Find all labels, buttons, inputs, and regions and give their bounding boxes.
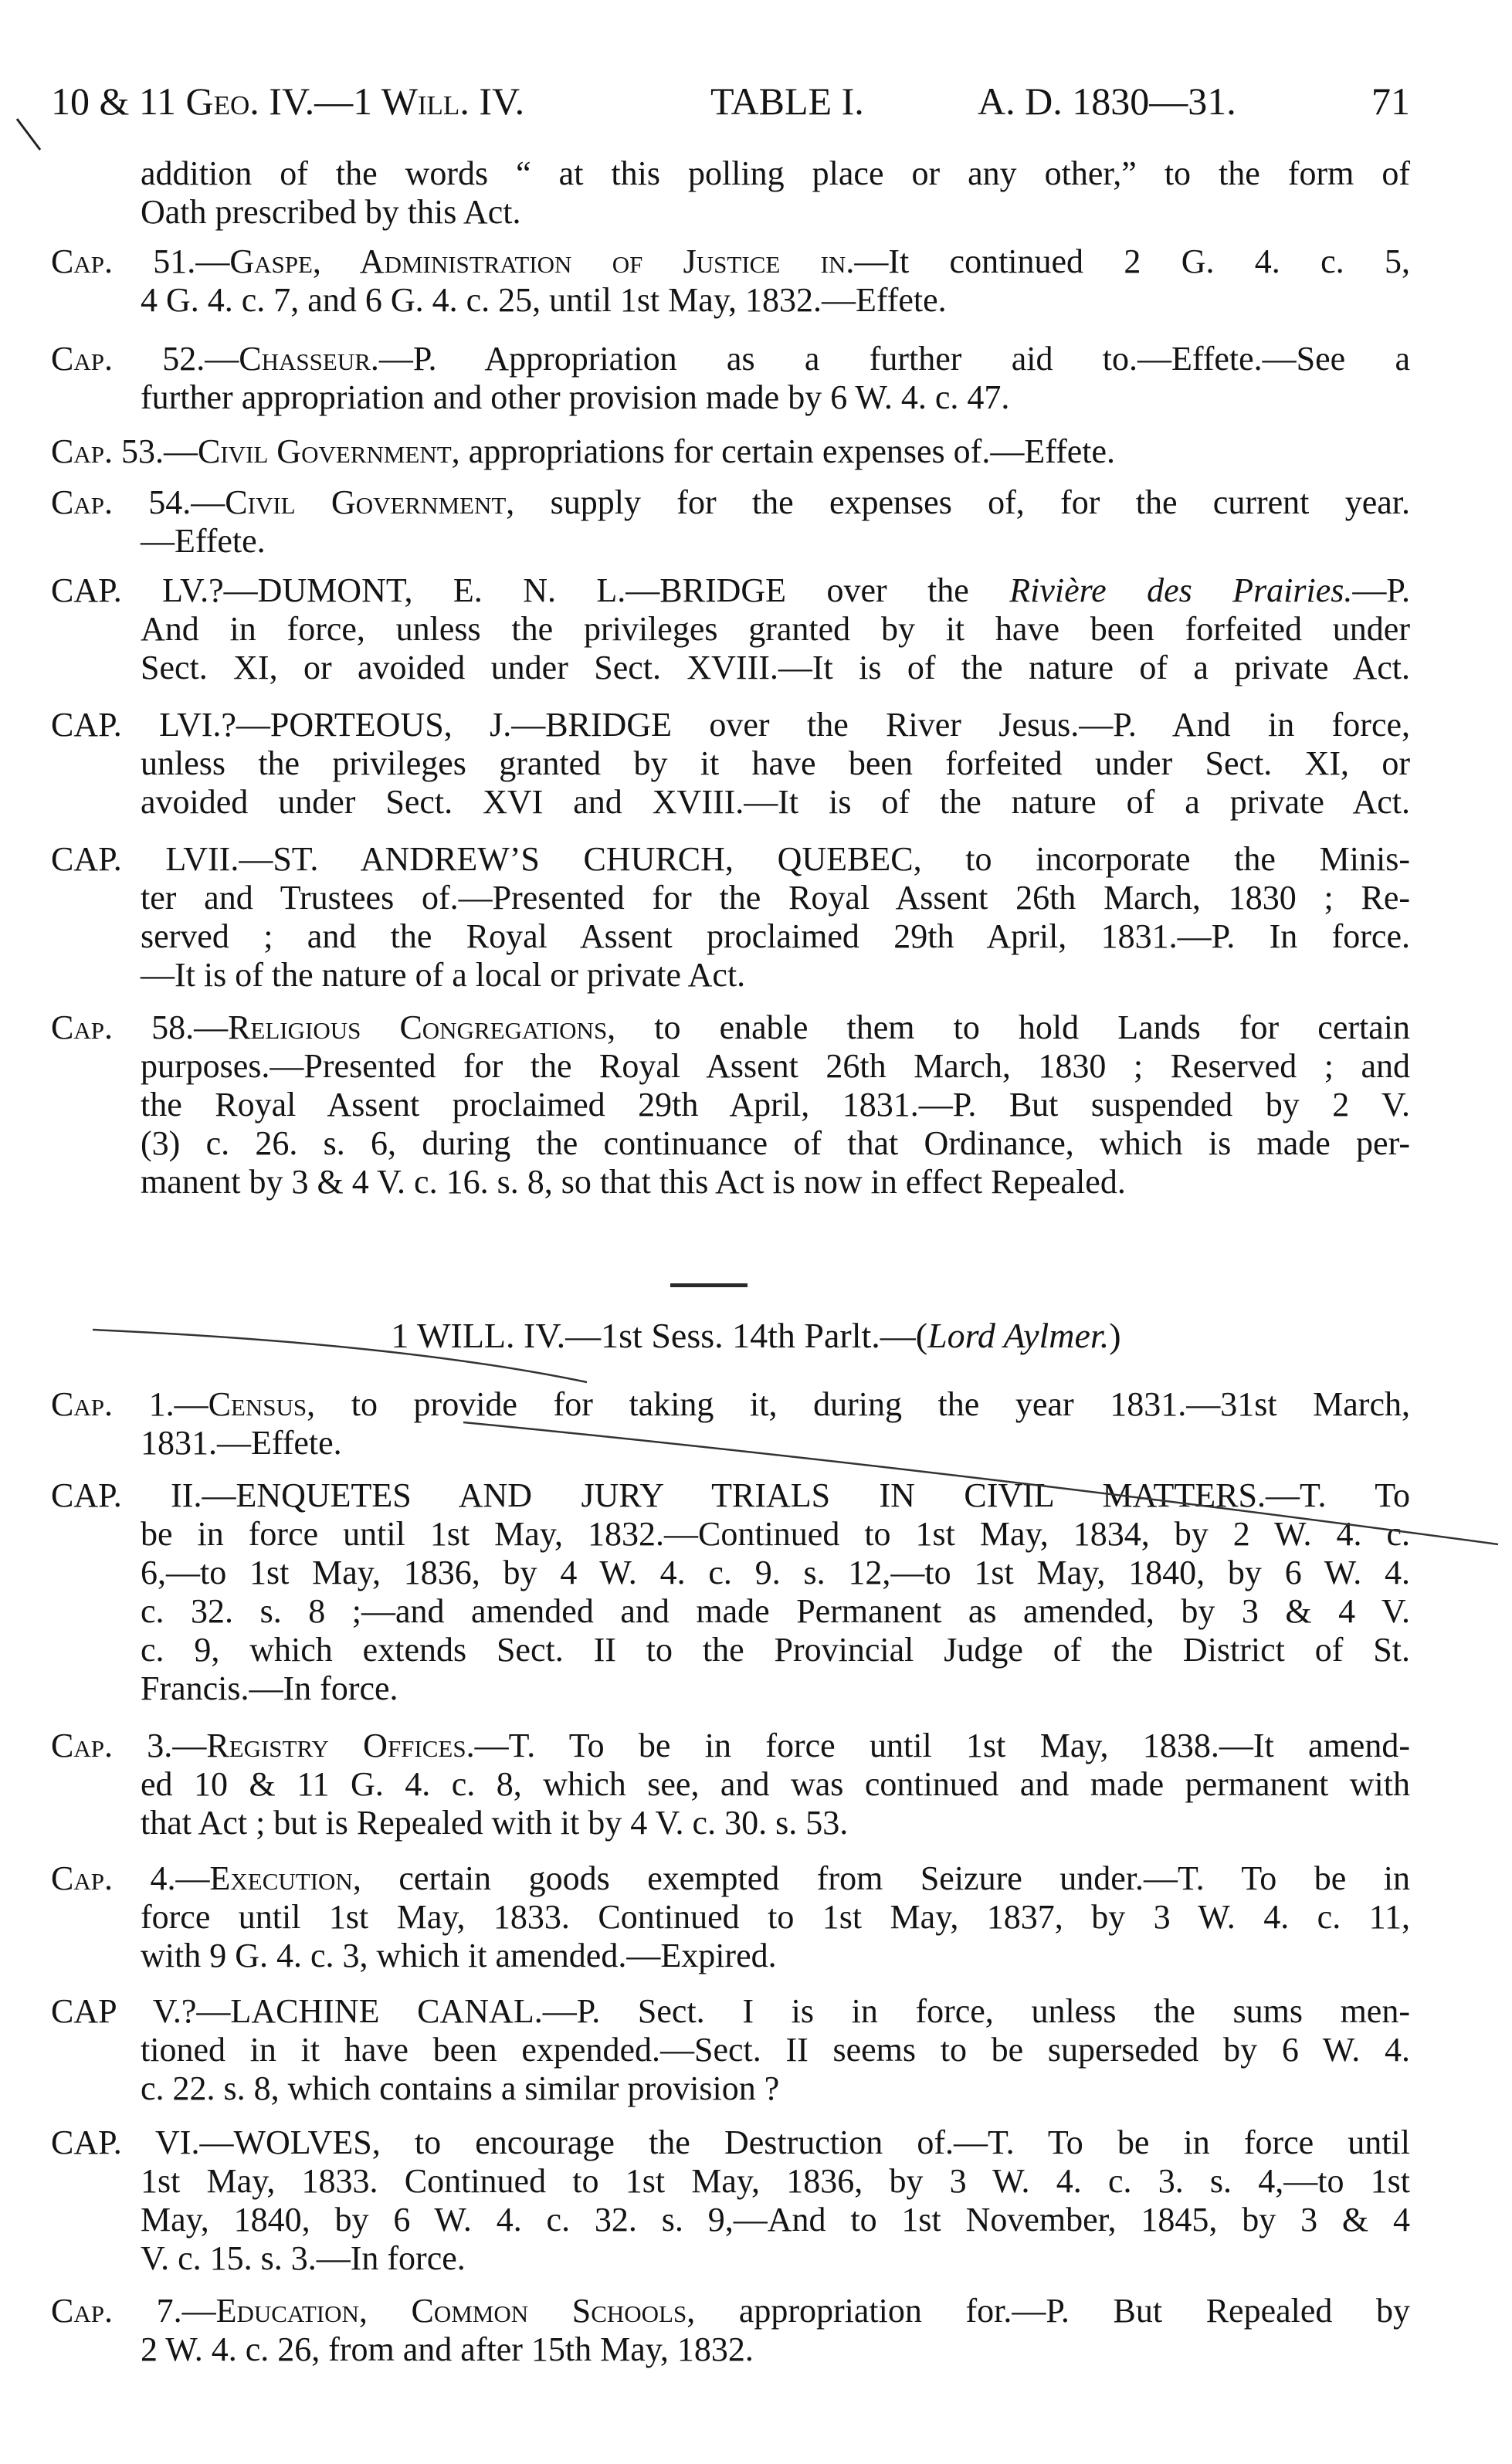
text-line: 1831.—Effete. <box>141 1424 342 1462</box>
text-line: addition of the words “ at this polling place or any other,” to the form of <box>141 154 1410 192</box>
text-line: (3) c. 26. s. 6, during the continuance of that Ordinance, which is made per- <box>141 1124 1410 1162</box>
text-line: the Royal Assent proclaimed 29th April, 1831.—P. But suspended by 2 V. <box>141 1086 1410 1124</box>
entry-label: CAP. LVII. <box>51 840 239 878</box>
entry-text: —P. <box>1352 571 1410 609</box>
text-line: with 9 G. 4. c. 3, which it amended.—Expired. <box>141 1937 777 1974</box>
entry-title: —Religious Congregations, <box>194 1008 616 1046</box>
text-line: tioned in it have been expended.—Sect. II seems to be superseded by 6 W. 4. <box>141 2031 1410 2069</box>
text-line: V. c. 15. s. 3.—In force. <box>141 2239 466 2277</box>
text-line: 1st May, 1833. Continued to 1st May, 1836, by 3 W. 4. c. 3. s. 4,—to 1st <box>141 2162 1410 2200</box>
text-line: further appropriation and other provision made by 6 W. 4. c. 47. <box>141 378 1010 416</box>
entry-label: Cap. 53. <box>51 432 164 470</box>
text-line: unless the privileges granted by it have been forfeited under Sect. XI, or <box>141 744 1410 782</box>
text-line: ter and Trustees of.—Presented for the Royal Assent 26th March, 1830 ; Re- <box>141 879 1410 917</box>
text-line: purposes.—Presented for the Royal Assent 26th March, 1830 ; Reserved ; and <box>141 1047 1410 1085</box>
entry-text: —T. To be in force until 1st May, 1838.—It amend- <box>474 1727 1410 1764</box>
text-line: manent by 3 & 4 V. c. 16. s. 8, so that this Act is now in effect Repealed. <box>141 1163 1126 1201</box>
entry-text: —P. Appropriation as a further aid to.—Effete.—See a <box>378 340 1410 378</box>
entry-text: ?—LACHINE CANAL.—P. Sect. I is in force, unless the sums men- <box>181 1992 1410 2030</box>
entry-text: —WOLVES, to encourage the Destruction of.—T. To be in force until <box>199 2123 1410 2161</box>
text-line: ed 10 & 11 G. 4. c. 8, which see, and was continued and made permanent with <box>141 1765 1410 1803</box>
entry-text: certain goods exempted from Seizure under.—T. To be in <box>361 1859 1410 1897</box>
text-line: —It is of the nature of a local or private Act. <box>141 956 746 994</box>
text-line: 2 W. 4. c. 26, from and after 15th May, 1832. <box>141 2330 754 2368</box>
entry-text: —ENQUETES AND JURY TRIALS IN CIVIL MATTERS.—T. To <box>202 1476 1410 1514</box>
entry-title: —Chasseur. <box>205 340 379 378</box>
entry-label: CAP. LV. <box>51 571 209 609</box>
text-line: —Effete. <box>141 522 266 560</box>
entry-text: ?—PORTEOUS, J.—BRIDGE over the River Jesus.—P. And in force, <box>221 706 1410 744</box>
header-table-label: TABLE I. <box>710 80 864 123</box>
entry-label: CAP. LVI. <box>51 706 222 744</box>
text-line: be in force until 1st May, 1832.—Continued to 1st May, 1834, by 2 W. 4. c. <box>141 1515 1410 1553</box>
entry-text: —ST. ANDREW’S CHURCH, QUEBEC, to incorporate the Minis- <box>239 840 1410 878</box>
entry-label: Cap. 52. <box>51 340 205 378</box>
entry-label: Cap. 7. <box>51 2292 182 2330</box>
pen-stroke <box>93 1330 587 1382</box>
pen-stroke <box>463 1422 1498 1544</box>
entry-title: —Civil Government, <box>163 432 460 470</box>
page-number: 71 <box>1371 80 1410 123</box>
entry-label: Cap. 4. <box>51 1859 176 1897</box>
entry-text: supply for the expenses of, for the current year. <box>514 483 1410 521</box>
entry-title: —Civil Government, <box>191 483 515 521</box>
section-heading-close: ) <box>1109 1316 1121 1355</box>
entry-title: —Registry Offices. <box>172 1727 475 1764</box>
text-line: avoided under Sect. XVI and XVIII.—It is of the nature of a private Act. <box>141 783 1410 821</box>
section-heading-text: 1 WILL. IV.—1st Sess. 14th Parlt.—( <box>391 1316 928 1355</box>
text-line: 6,—to 1st May, 1836, by 4 W. 4. c. 9. s. 12,—to 1st May, 1840, by 6 W. 4. <box>141 1554 1410 1591</box>
entry-label: Cap. 54. <box>51 483 192 521</box>
entry-label: Cap. 1. <box>51 1385 175 1423</box>
entry-title: —Census, <box>174 1385 316 1423</box>
section-heading-governor: Lord Aylmer. <box>927 1316 1110 1355</box>
entry-text: to enable them to hold Lands for certain <box>615 1008 1410 1046</box>
header-year: A. D. 1830—31. <box>978 80 1236 123</box>
text-line: force until 1st May, 1833. Continued to 1st May, 1837, by 3 W. 4. c. 11, <box>141 1898 1410 1936</box>
entry-label: Cap. 51. <box>51 242 196 280</box>
entry-label: Cap. 58. <box>51 1008 195 1046</box>
entry-text: —It continued 2 G. 4. c. 5, <box>854 242 1410 280</box>
entry-text: to provide for taking it, during the year 1831.—31st March, <box>315 1385 1410 1423</box>
entry-text: appropriation for.—P. But Repealed by <box>695 2292 1410 2330</box>
text-line: And in force, unless the privileges granted by it have been forfeited under <box>141 610 1410 648</box>
header-statute-range: 10 & 11 Geo. IV.—1 Will. IV. <box>51 80 525 123</box>
text-line: that Act ; but is Repealed with it by 4 V. c. 30. s. 53. <box>141 1804 849 1842</box>
entry-label: CAP V. <box>51 1992 181 2030</box>
text-line: c. 32. s. 8 ;—and amended and made Permanent as amended, by 3 & 4 V. <box>141 1592 1410 1630</box>
entry-label: Cap. 3. <box>51 1727 173 1764</box>
text-line: 4 G. 4. c. 7, and 6 G. 4. c. 25, until 1st May, 1832.—Effete. <box>141 281 947 319</box>
text-line: Francis.—In force. <box>141 1669 398 1707</box>
entry-label: CAP. II. <box>51 1476 202 1514</box>
entry-text: appropriations for certain expenses of.—Effete. <box>459 432 1115 470</box>
text-line: Sect. XI, or avoided under Sect. XVIII.—It is of the nature of a private Act. <box>141 649 1410 686</box>
text-line: May, 1840, by 6 W. 4. c. 32. s. 9,—And to 1st November, 1845, by 3 & 4 <box>141 2201 1410 2239</box>
text-line: c. 9, which extends Sect. II to the Provincial Judge of the District of St. <box>141 1631 1410 1669</box>
entry-text: ?—DUMONT, E. N. L.—BRIDGE over the <box>208 571 1010 609</box>
entry-title: —Education, Common Schools, <box>181 2292 696 2330</box>
entry-italic-place: Rivière des Prairies. <box>1009 571 1353 609</box>
entry-title: —Execution, <box>175 1859 361 1897</box>
entry-title: —Gaspe, Administration of Justice in. <box>195 242 855 280</box>
text-line: Oath prescribed by this Act. <box>141 193 521 231</box>
text-line: c. 22. s. 8, which contains a similar provision ? <box>141 2069 780 2107</box>
entry-label: CAP. VI. <box>51 2123 200 2161</box>
text-line: served ; and the Royal Assent proclaimed 29th April, 1831.—P. In force. <box>141 917 1410 955</box>
